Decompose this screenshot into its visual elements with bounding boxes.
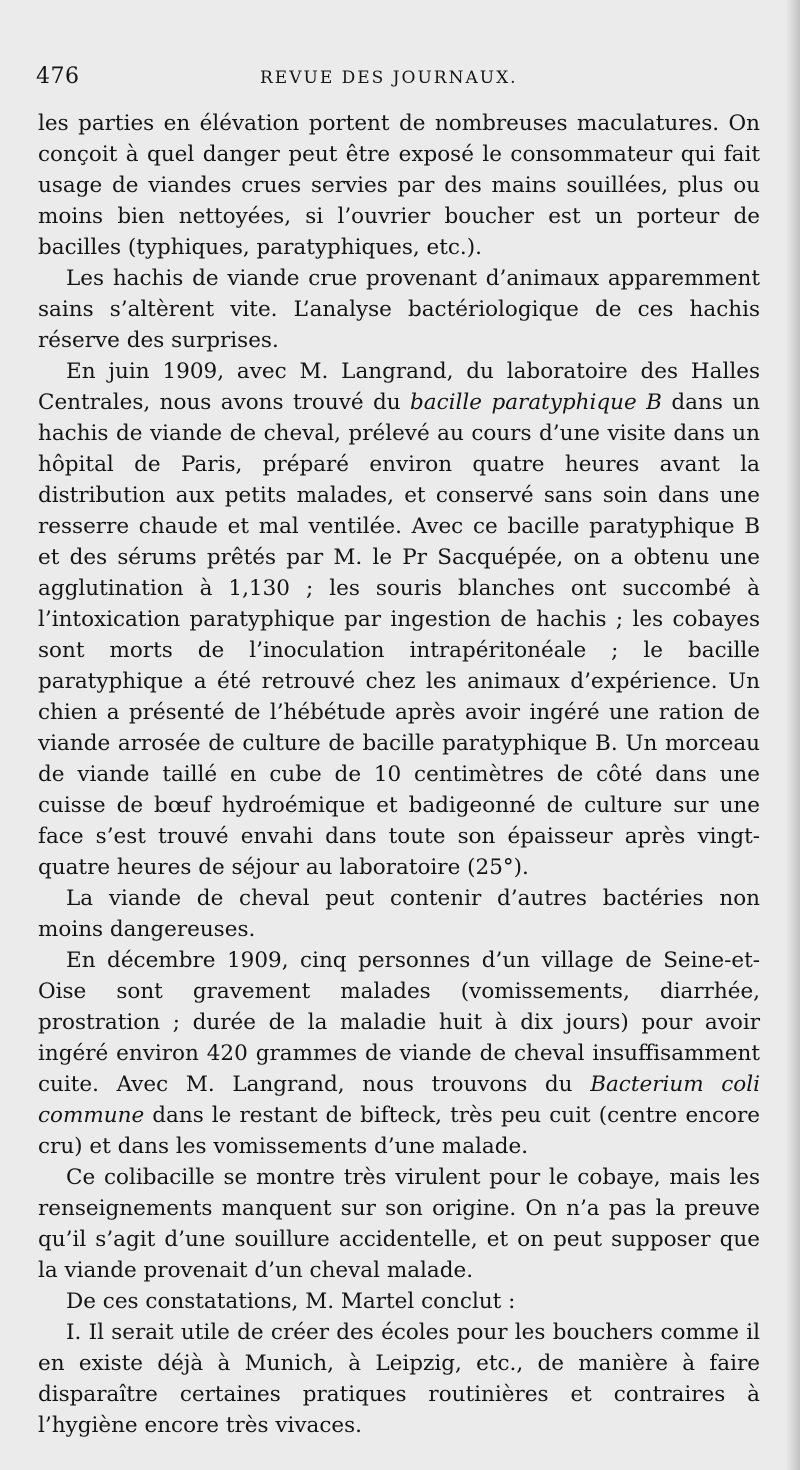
article-body [38,108,760,1441]
paragraph-1: les parties en élévation portent de nombreuses maculatures. On conçoit à quel danger peut être exposé le consommateur qui fait usage de viandes crues servies par des mains souillées, plus ou moins bien nettoyées, si l’ouvrier boucher est un porteur de bacilles (typhiques, paratyphiques, etc.). [38,111,760,260]
paragraph-5 [38,945,760,1162]
page-header [36,64,756,98]
paragraph-4: La viande de cheval peut contenir d’autres bactéries non moins dangereuses. [38,886,760,942]
page-edge-shadow [786,0,800,1470]
paragraph-3-text-b: dans un hachis de viande de cheval, prélevé au cours d’une visite dans un hôpital de Paris, préparé environ quatre heures avant la distribution aux petits malades, et conservé sans soin dans une resserre chaude et mal ventilée. Avec ce bacille paratyphique B et des sérums prêtés par M. le Pr Sacquépée, on a obtenu une agglutination à 1,130 ; les souris blanches ont succombé à l’intoxication paratyphique par ingestion de hachis ; les cobayes sont morts de l’inoculation intrapéritonéale ; le bacille paratyphique a été retrouvé chez les animaux d’expérience. Un chien a présenté de l’hébétude après avoir ingéré une ration de viande arrosée de culture de bacille paratyphique B. Un morceau de viande taillé en cube de 10 centimètres de côté dans une cuisse de bœuf hydroémique et badigeonné de culture sur une face s’est trouvé envahi dans toute son épaisseur après vingt-quatre heures de séjour au laboratoire (25°). [38,390,761,880]
paragraph-3-italic-term: bacille paratyphique B [410,390,662,415]
paragraph-3-text-a: En juin 1909, avec M. Langrand, du laboratoire des Halles Centrales, nous avons trouvé du [38,359,760,415]
paragraph-5-text-a: En décembre 1909, cinq personnes d’un village de Seine-et-Oise sont gravement malades (vomissements, diarrhée, prostration ; durée de la maladie huit à dix jours) pour avoir ingéré environ 420 grammes de viande de cheval insuffisamment cuite. Avec M. Langrand, nous trouvons du [38,948,760,1097]
paragraph-5-italic-term: Bacterium coli commune [38,1072,760,1128]
paragraph-5-text-b: dans le restant de bifteck, très peu cuit (centre encore cru) et dans les vomissements d’une malade. [38,1103,760,1159]
paragraph-6: Ce colibacille se montre très virulent pour le cobaye, mais les renseignements manquent sur son origine. On n’a pas la preuve qu’il s’agit d’une souillure accidentelle, et on peut supposer que la viande provenait d’un cheval malade. [38,1165,760,1283]
page-number: 476 [36,64,80,89]
paragraph-2: Les hachis de viande crue provenant d’animaux apparemment sains s’altèrent vite. L’analyse bactériologique de ces hachis réserve des surprises. [38,266,760,353]
paragraph-8: I. Il serait utile de créer des écoles pour les bouchers comme il en existe déjà à Munich, à Leipzig, etc., de manière à faire disparaître certaines pratiques routinières et contraires à l’hygiène encore très vivaces. [38,1320,760,1438]
paragraph-3 [38,356,760,883]
paragraph-7: De ces constatations, M. Martel conclut : [66,1289,516,1314]
running-title: REVUE DES JOURNAUX. [260,68,518,88]
